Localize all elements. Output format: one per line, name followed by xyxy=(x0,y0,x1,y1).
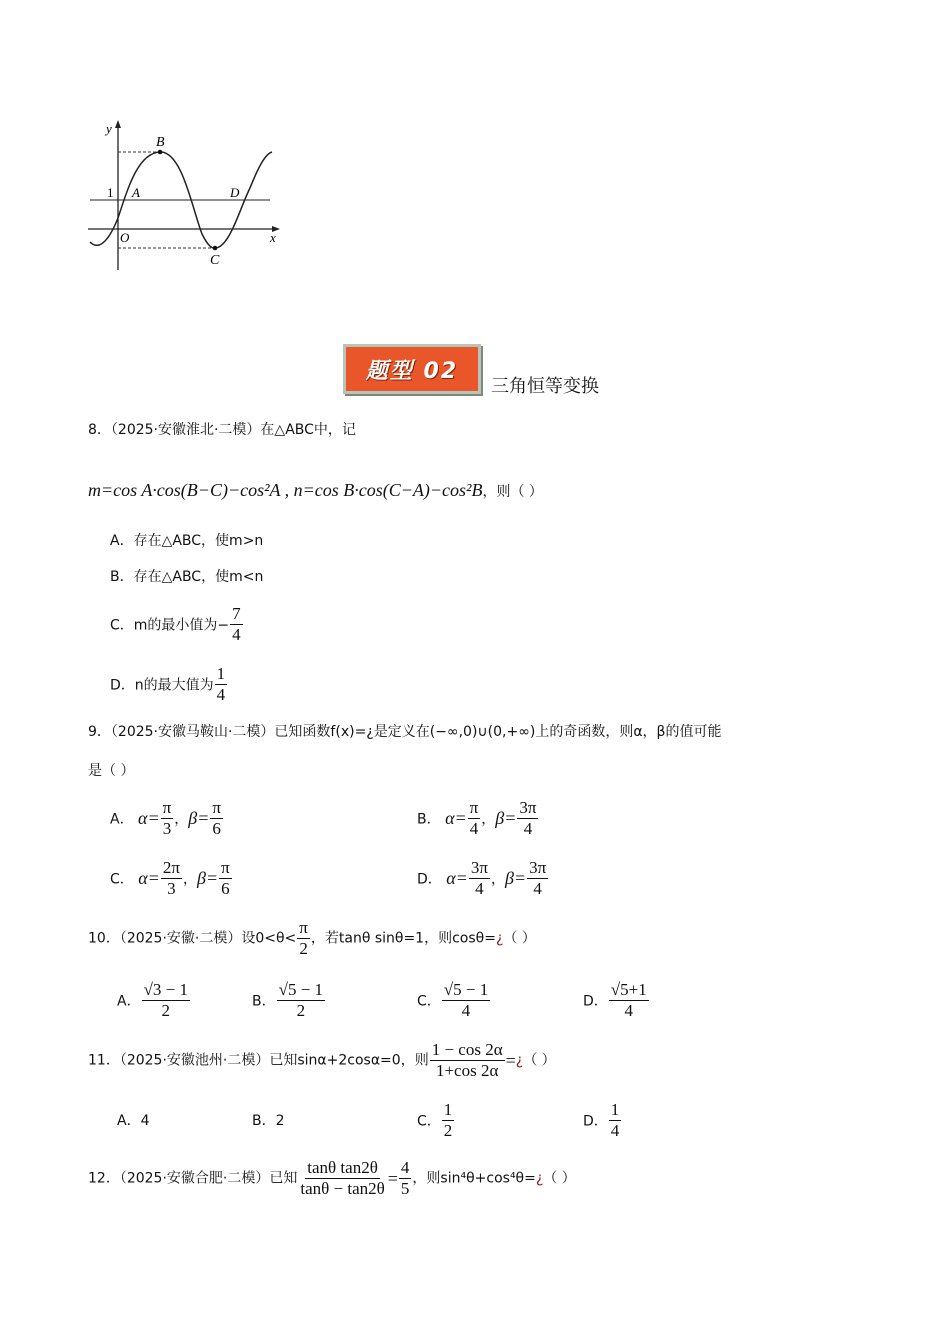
q9-option-c-beta-frac xyxy=(219,858,232,899)
q12-post: ，则sin⁴θ+cos⁴θ= xyxy=(412,1170,536,1187)
q9-option-c-alpha: α= xyxy=(138,868,160,888)
q8-option-a-label: A． xyxy=(110,533,134,549)
q8-option-c-text: m的最小值为− xyxy=(133,617,230,634)
q8-tail: ，则（ ） xyxy=(482,484,543,500)
q11-option-d[interactable] xyxy=(583,1100,622,1141)
q11-num: 1 − cos 2α xyxy=(431,1040,503,1059)
q8-option-c-num: 7 xyxy=(232,604,241,623)
section-badge-text: 题型 02 xyxy=(365,358,459,384)
q10-option-a-frac xyxy=(142,980,190,1021)
q10-option-b-den: 2 xyxy=(296,1001,306,1020)
section-badge xyxy=(343,344,481,394)
q11-paren: （ ） xyxy=(523,1052,556,1069)
q10-option-b-num: √5 − 1 xyxy=(278,980,324,999)
q8-option-d-text: n的最大值为 xyxy=(134,677,214,694)
q9-option-d-alpha-num: 3π xyxy=(470,858,488,877)
q10-pi-frac xyxy=(297,918,310,959)
q11-den: 1+cos 2α xyxy=(435,1061,499,1080)
q9-option-a-beta-num: π xyxy=(212,798,221,817)
q10-option-d-label: D． xyxy=(583,993,608,1010)
q9-option-b-alpha-den: 4 xyxy=(469,819,479,838)
q9-option-a-label: A． xyxy=(110,811,134,828)
q9-option-b[interactable]: B． α= $\frac{\pi}{4}$ ，β= $\frac{3\pi}{4}$ xyxy=(417,798,537,838)
q9-option-c[interactable]: C． α= $\frac{2\pi}{3}$ ，β= $\frac{\pi}{6}$ xyxy=(110,858,230,898)
q8-formula-line xyxy=(88,480,543,502)
q9-option-d-alpha-frac xyxy=(469,858,490,899)
q11-option-b[interactable] xyxy=(252,1110,285,1130)
tick-one-label: 1 xyxy=(107,185,114,200)
q11-option-b-text: 2 xyxy=(275,1113,285,1129)
point-c-dot xyxy=(213,246,218,251)
q8-header: 8．（2025·安徽淮北·二模）在△ABC中，记 xyxy=(88,422,356,438)
q10-option-a-num: √3 − 1 xyxy=(143,980,188,999)
q10-option-d[interactable] xyxy=(583,980,650,1021)
q11-option-a[interactable] xyxy=(117,1110,150,1130)
q10-option-c-den: 4 xyxy=(461,1001,471,1020)
q9-option-b-beta: β= xyxy=(495,808,517,828)
q10-pre: 10．（2025·安徽·二模）设0<θ< xyxy=(88,930,297,947)
q9-option-a-alpha: α= xyxy=(138,808,160,828)
q10-option-b[interactable] xyxy=(252,980,326,1021)
q9-option-d-beta-num: 3π xyxy=(529,858,547,877)
q10-option-c-frac xyxy=(442,980,490,1021)
q12-inv: ¿ xyxy=(535,1170,544,1187)
q10-option-b-label: B． xyxy=(252,993,276,1010)
q9-option-a-alpha-den: 3 xyxy=(162,819,172,838)
q8-option-d-den: 4 xyxy=(216,685,226,704)
q8-option-b-text: 存在△ABC，使m<n xyxy=(133,569,264,585)
q8-option-c-fraction xyxy=(230,604,243,645)
q8-option-c[interactable] xyxy=(110,604,244,645)
point-c-label: C xyxy=(210,253,220,268)
q10-post: ，若tanθ sinθ=1，则cosθ= xyxy=(310,930,496,947)
q11-option-d-label: D． xyxy=(583,1113,608,1130)
q12-stem xyxy=(88,1158,576,1199)
q12-result-den: 5 xyxy=(400,1179,410,1198)
q9-option-c-beta-num: π xyxy=(221,858,230,877)
q8-option-b-label: B． xyxy=(110,569,134,585)
q10-option-d-den: 4 xyxy=(624,1001,633,1020)
q10-option-a[interactable] xyxy=(117,980,191,1021)
q9-option-b-beta-den: 4 xyxy=(523,819,533,838)
q12-eq: = xyxy=(387,1168,398,1189)
q9-option-c-beta-den: 6 xyxy=(221,879,230,898)
q10-option-d-frac xyxy=(609,980,649,1021)
q8-option-d[interactable] xyxy=(110,664,228,705)
q10-option-b-frac xyxy=(277,980,325,1021)
q9-line1: 9．（2025·安徽马鞍山·二模）已知函数f(x)=¿是定义在(−∞,0)∪(0,+∞)上的奇函数，则α，β的值可能 xyxy=(88,724,722,740)
q10-stem xyxy=(88,918,536,959)
q12-result-num: 4 xyxy=(400,1158,410,1177)
point-b-dot xyxy=(158,150,163,155)
sine-graph-figure xyxy=(80,118,290,278)
q9-option-c-label: C． xyxy=(110,871,134,888)
y-axis-arrow xyxy=(115,120,121,128)
q10-pi-den: 2 xyxy=(299,939,308,958)
q9-option-d-beta-den: 4 xyxy=(533,879,542,898)
q10-paren: （ ） xyxy=(503,930,536,947)
q8-option-d-fraction xyxy=(215,664,228,705)
q9-option-a-alpha-num: π xyxy=(162,798,172,817)
q9-option-c-alpha-frac xyxy=(161,858,182,899)
q10-option-c[interactable] xyxy=(417,980,491,1021)
q11-pre: 11．（2025·安徽池州·二模）已知sinα+2cosα=0，则 xyxy=(88,1052,429,1069)
axis-y-label: y xyxy=(106,121,112,136)
q11-frac xyxy=(430,1040,505,1081)
q8-formula: m=cos A·cos(B−C)−cos²A , n=cos B·cos(C−A)−cos²B xyxy=(88,480,483,500)
q11-inv: ¿ xyxy=(515,1052,524,1069)
q9-option-b-label: B． xyxy=(417,811,441,828)
q10-option-a-den: 2 xyxy=(161,1001,171,1020)
q10-option-a-label: A． xyxy=(117,993,141,1010)
q9-option-b-beta-num: 3π xyxy=(519,798,537,817)
q9-option-b-alpha: α= xyxy=(445,808,467,828)
q9-option-d-alpha: α= xyxy=(446,868,468,888)
q11-option-c-den: 2 xyxy=(443,1121,453,1140)
q9-option-d[interactable]: D． α= $\frac{3\pi}{4}$ ，β= $\frac{3\pi}{4}$ xyxy=(417,858,547,898)
q11-option-a-label: A． xyxy=(117,1113,141,1129)
axis-x-label: x xyxy=(270,230,276,245)
q11-option-b-label: B． xyxy=(252,1113,276,1129)
q11-eq: = xyxy=(505,1050,516,1071)
point-a-label: A xyxy=(132,185,140,200)
q9-option-d-label: D． xyxy=(417,871,442,888)
q12-paren: （ ） xyxy=(543,1170,576,1187)
section-title: 三角恒等变换 xyxy=(491,376,599,397)
q9-line2: 是（ ） xyxy=(88,763,135,779)
q9-option-b-alpha-frac xyxy=(468,798,481,839)
q9-option-a[interactable]: A． α= $\frac{\pi}{3}$ ，β= $\frac{\pi}{6}$ xyxy=(110,798,221,838)
q9-option-d-beta: β= xyxy=(504,868,527,888)
q12-pre: 12．（2025·安徽合肥·二模）已知 xyxy=(88,1170,298,1187)
q12-den: tanθ − tan2θ xyxy=(300,1179,385,1198)
q9-option-d-alpha-den: 4 xyxy=(475,879,484,898)
q9-option-d-beta-frac xyxy=(527,858,548,899)
q8-option-c-label: C． xyxy=(110,617,134,634)
origin-label: O xyxy=(120,230,130,245)
q8-option-d-label: D． xyxy=(110,677,135,694)
q9-option-a-beta-frac xyxy=(210,798,223,839)
q10-option-c-num: √5 − 1 xyxy=(443,980,489,999)
q9-option-c-alpha-num: 2π xyxy=(162,858,180,877)
q9-option-a-alpha-frac xyxy=(161,798,174,839)
q8-option-a[interactable] xyxy=(110,530,263,550)
q10-option-d-num: √5+1 xyxy=(610,980,647,999)
point-b-label: B xyxy=(156,135,165,150)
q11-option-c-num: 1 xyxy=(443,1100,453,1119)
q9-option-c-alpha-den: 3 xyxy=(167,879,176,898)
q12-result-frac xyxy=(399,1158,412,1199)
q9-option-b-alpha-num: π xyxy=(469,798,479,817)
q12-frac xyxy=(298,1158,386,1199)
q8-option-d-num: 1 xyxy=(216,664,226,683)
q10-pi-num: π xyxy=(299,918,308,937)
q9-option-a-beta-den: 6 xyxy=(212,819,221,838)
q11-option-c-frac xyxy=(442,1100,455,1141)
q11-option-d-den: 4 xyxy=(610,1121,620,1140)
q8-option-b[interactable] xyxy=(110,566,263,586)
q8-option-a-text: 存在△ABC，使m>n xyxy=(133,533,264,549)
q11-option-d-num: 1 xyxy=(610,1100,620,1119)
q11-option-d-frac xyxy=(609,1100,622,1141)
q10-option-c-label: C． xyxy=(417,993,441,1010)
q11-option-a-text: 4 xyxy=(140,1113,150,1129)
q9-option-a-beta: β= xyxy=(188,808,210,828)
q11-stem xyxy=(88,1040,556,1081)
q9-option-c-beta: β= xyxy=(196,868,219,888)
q11-option-c-label: C． xyxy=(417,1113,441,1130)
point-d-label: D xyxy=(230,185,240,200)
q8-option-c-den: 4 xyxy=(232,625,241,644)
q12-num: tanθ tan2θ xyxy=(307,1158,378,1177)
q9-option-b-beta-frac xyxy=(517,798,538,839)
q11-option-c[interactable] xyxy=(417,1100,455,1141)
q10-inv: ¿ xyxy=(495,930,504,947)
